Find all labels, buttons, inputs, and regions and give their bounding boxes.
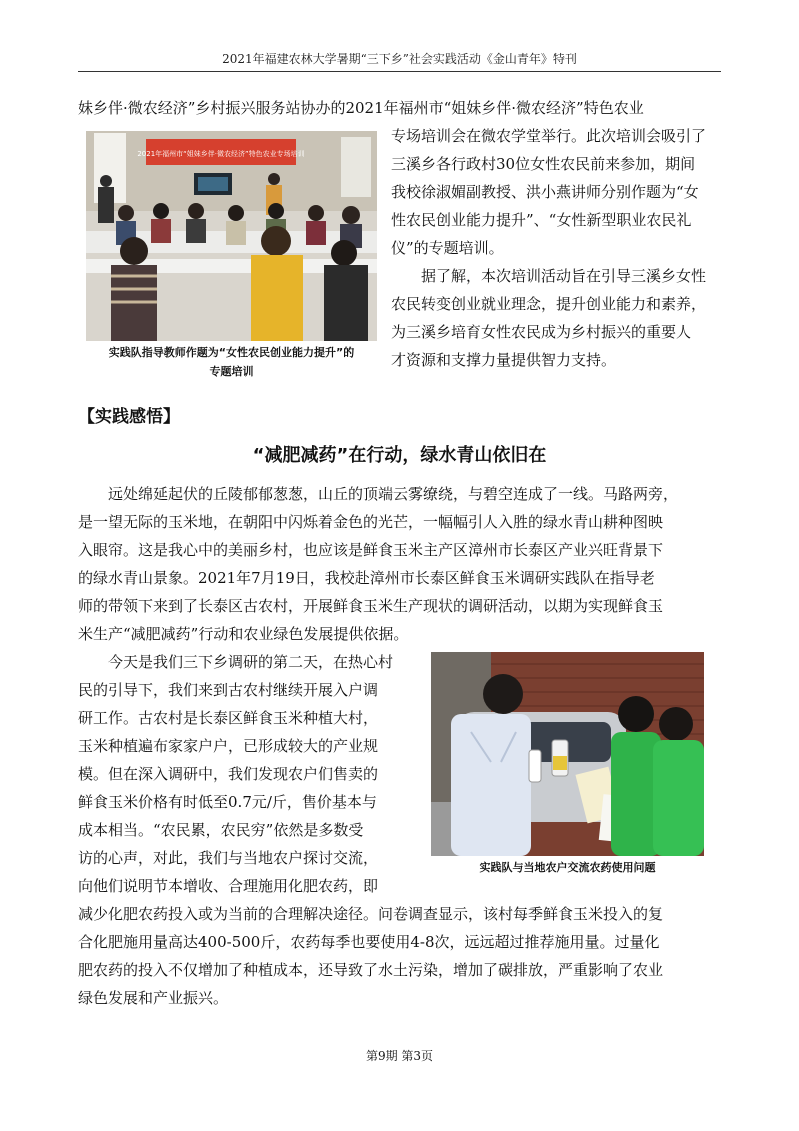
article-title: “减肥减药”在行动，绿水青山依旧在	[252, 445, 547, 466]
figure2-caption: 实践队与当地农户交流农药使用问题	[479, 861, 656, 874]
text-line: 农民转变创业就业理念，提升创业能力和素养，	[391, 295, 707, 313]
text-line: 的绿水青山景象。2021年7月19日，我校赴漳州市长泰区鲜食玉米调研实践队在指导老	[78, 569, 655, 587]
intro-first-line	[78, 94, 644, 122]
text-line: 米生产“减肥减药”行动和农业绿色发展提供依据。	[78, 625, 409, 643]
text-line: 入眼帘。这是我心中的美丽乡村，也应该是鲜食玉米主产区漳州市长泰区产业兴旺背景下	[78, 541, 664, 559]
article-paragraph-2-continued	[78, 900, 663, 1012]
banner-text: 2021年福州市“姐妹乡伴·微农经济”特色农业专场培训	[137, 150, 305, 158]
intro-paragraph	[391, 122, 706, 262]
text-line: 我校徐淑媚副教授、洪小燕讲师分别作题为“女	[391, 183, 699, 201]
intro-second-paragraph	[391, 262, 706, 374]
text-line: 师的带领下来到了长泰区古农村，开展鲜食玉米生产现状的调研活动，以期为实现鲜食玉	[78, 597, 664, 615]
text-line: 远处绵延起伏的丘陵郁郁葱葱，山丘的顶端云雾缭绕，与碧空连成了一线。马路两旁，	[108, 485, 679, 503]
text-line: 是一望无际的玉米地，在朝阳中闪烁着金色的光芒，一幅幅引人入胜的绿水青山耕种图映	[78, 513, 664, 531]
text-line: 今天是我们三下乡调研的第二天，在热心村	[108, 653, 394, 671]
text-line: 模。但在深入调研中，我们发现农户们售卖的	[78, 765, 379, 783]
text-line: 玉米种植遍布家家户户，已形成较大的产业规	[78, 737, 379, 755]
text-line: 减少化肥农药投入或为当前的合理解决途径。问卷调查显示，该村每季鲜食玉米投入的复	[78, 905, 664, 923]
text-line: 访的心声，对此，我们与当地农户探讨交流，	[78, 849, 379, 867]
text-line: 合化肥施用量高达400-500斤，农药每季也要使用4-8次，远远超过推荐施用量。过量化	[78, 933, 660, 951]
text-line: 绿色发展和产业振兴。	[78, 989, 229, 1007]
text-line: 三溪乡各行政村30位女性农民前来参加，期间	[391, 155, 696, 173]
page-number: 第9期 第3页	[365, 1049, 434, 1063]
article-paragraph-2	[78, 648, 393, 900]
text-line: 性农民创业能力提升”、“女性新型职业农民礼	[391, 211, 692, 229]
text-line: 才资源和支撑力量提供智力支持。	[391, 351, 617, 369]
text-line: 鲜食玉米价格有时低至0.7元/斤，售价基本与	[78, 793, 377, 811]
article-paragraph-1	[78, 480, 678, 648]
text-line: 研工作。古农村是长泰区鲜食玉米种植大村，	[78, 709, 379, 727]
text-line: 为三溪乡培育女性农民成为乡村振兴的重要人	[391, 323, 692, 341]
caption-line: 专题培训	[209, 365, 254, 378]
training-session-photo	[86, 131, 377, 341]
text-line: 向他们说明节本增收、合理施用化肥农药，即	[78, 877, 379, 895]
section-heading: 【实践感悟】	[78, 407, 180, 427]
caption-line: 实践队指导教师作题为“女性农民创业能力提升”的	[108, 346, 355, 359]
running-header: 2021年福建农林大学暑期“三下乡”社会实践活动《金山青年》特刊	[78, 52, 721, 72]
text-line: 仪”的专题培训。	[391, 239, 504, 257]
text-line: 民的引导下，我们来到古农村继续开展入户调	[78, 681, 379, 699]
figure1-caption	[86, 343, 377, 381]
text-line: 据了解，本次培训活动旨在引导三溪乡女性	[421, 267, 707, 285]
text-line: 妹乡伴·微农经济”乡村振兴服务站协办的2021年福州市“姐妹乡伴·微农经济”特色农业	[78, 99, 644, 117]
text-line: 成本相当。“农民累，农民穷”依然是多数受	[78, 821, 364, 839]
text-line: 专场培训会在微农学堂举行。此次培训会吸引了	[391, 127, 707, 145]
pesticide-discussion-photo	[431, 652, 704, 856]
text-line: 肥农药的投入不仅增加了种植成本，还导致了水土污染，增加了碳排放，严重影响了农业	[78, 961, 664, 979]
